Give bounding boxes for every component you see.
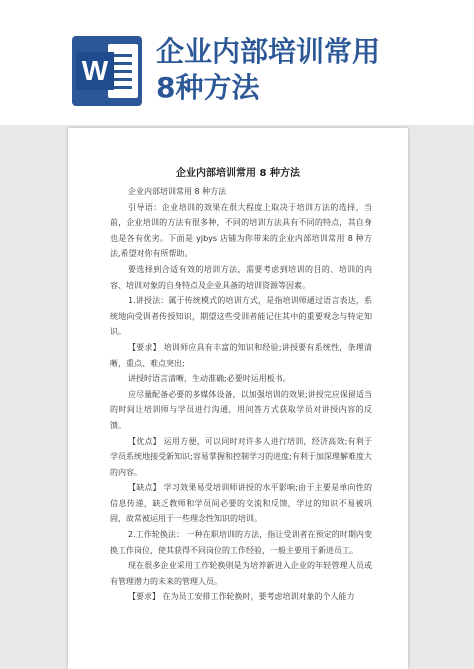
banner-title-line1: 企业内部培训常用 <box>156 35 381 68</box>
document-page <box>68 128 408 669</box>
header-banner <box>0 0 474 125</box>
paragraph: 应尽量配备必要的多媒体设备，以加强培训的效果;讲授完应保留适当的时间让培训师与学员进行沟通，用问答方式获取学员对讲授内容的反馈。 <box>110 389 372 430</box>
paragraph: 2.工作轮换法： 一种在职培训的方法，指让受训者在预定的时期内变换工作岗位，使其获得不同岗位的工作经验，一般主要用于新进员工。 <box>110 530 372 555</box>
banner-title-line2: 8种方法 <box>156 71 260 104</box>
document-title: 企业内部培训常用 8 种方法 <box>176 168 300 179</box>
paragraph: 【要求】 培训师应具有丰富的知识和经验;讲授要有系统性，条理清晰，重点、难点突出; <box>110 342 372 368</box>
word-document-icon <box>72 36 142 106</box>
paragraph: 【优点】 运用方便，可以同时对许多人进行培训，经济高效;有利于学员系统地接受新知识;容易掌握和控制学习的进度;有利于加深理解难度大的内容。 <box>110 436 372 477</box>
paragraph: 要选择到合适有效的培训方法，需要考虑到培训的目的、培训的内容、培训对象的自身特点及企业具备的培训资源等因素。 <box>110 264 372 290</box>
paragraph: 【缺点】 学习效果易受培训师讲授的水平影响;由于主要是单向性的信息传递，缺乏教师和学员间必要的交流和反馈，学过的知识不易被巩固，故常被运用于一些理念性知识的培训。 <box>110 483 372 524</box>
document-body <box>110 184 372 605</box>
paragraph: 引导语：企业培训的效果在很大程度上取决于培训方法的选择，当前，企业培训的方法有很多种，不同的培训方法具有不同的特点，其自身也是各有优劣。下面是 yjbys 店铺为你带来的企业内部培训常用 8 种方法,希望对你有所帮助。 <box>110 202 372 259</box>
paragraph: 企业内部培训常用 8 种方法 <box>128 187 227 196</box>
paragraph: 1.讲授法：属于传统模式的培训方式，是指培训师通过语言表达，系统地向受训者传授知识，期望这些受训者能记住其中的重要观念与特定知识。 <box>110 296 372 337</box>
paragraph: 讲授时语言清晰，生动准确;必要时运用板书。 <box>128 374 291 384</box>
paragraph: 现在很多企业采用工作轮换则是为培养新进入企业的年轻管理人员或有管理潜力的未来的管理人员。 <box>110 561 372 586</box>
word-letter: W <box>76 52 114 90</box>
paragraph: 【要求】 在为员工安排工作轮换时，要考虑培训对象的个人能力 <box>128 592 355 602</box>
banner-title <box>156 34 456 106</box>
